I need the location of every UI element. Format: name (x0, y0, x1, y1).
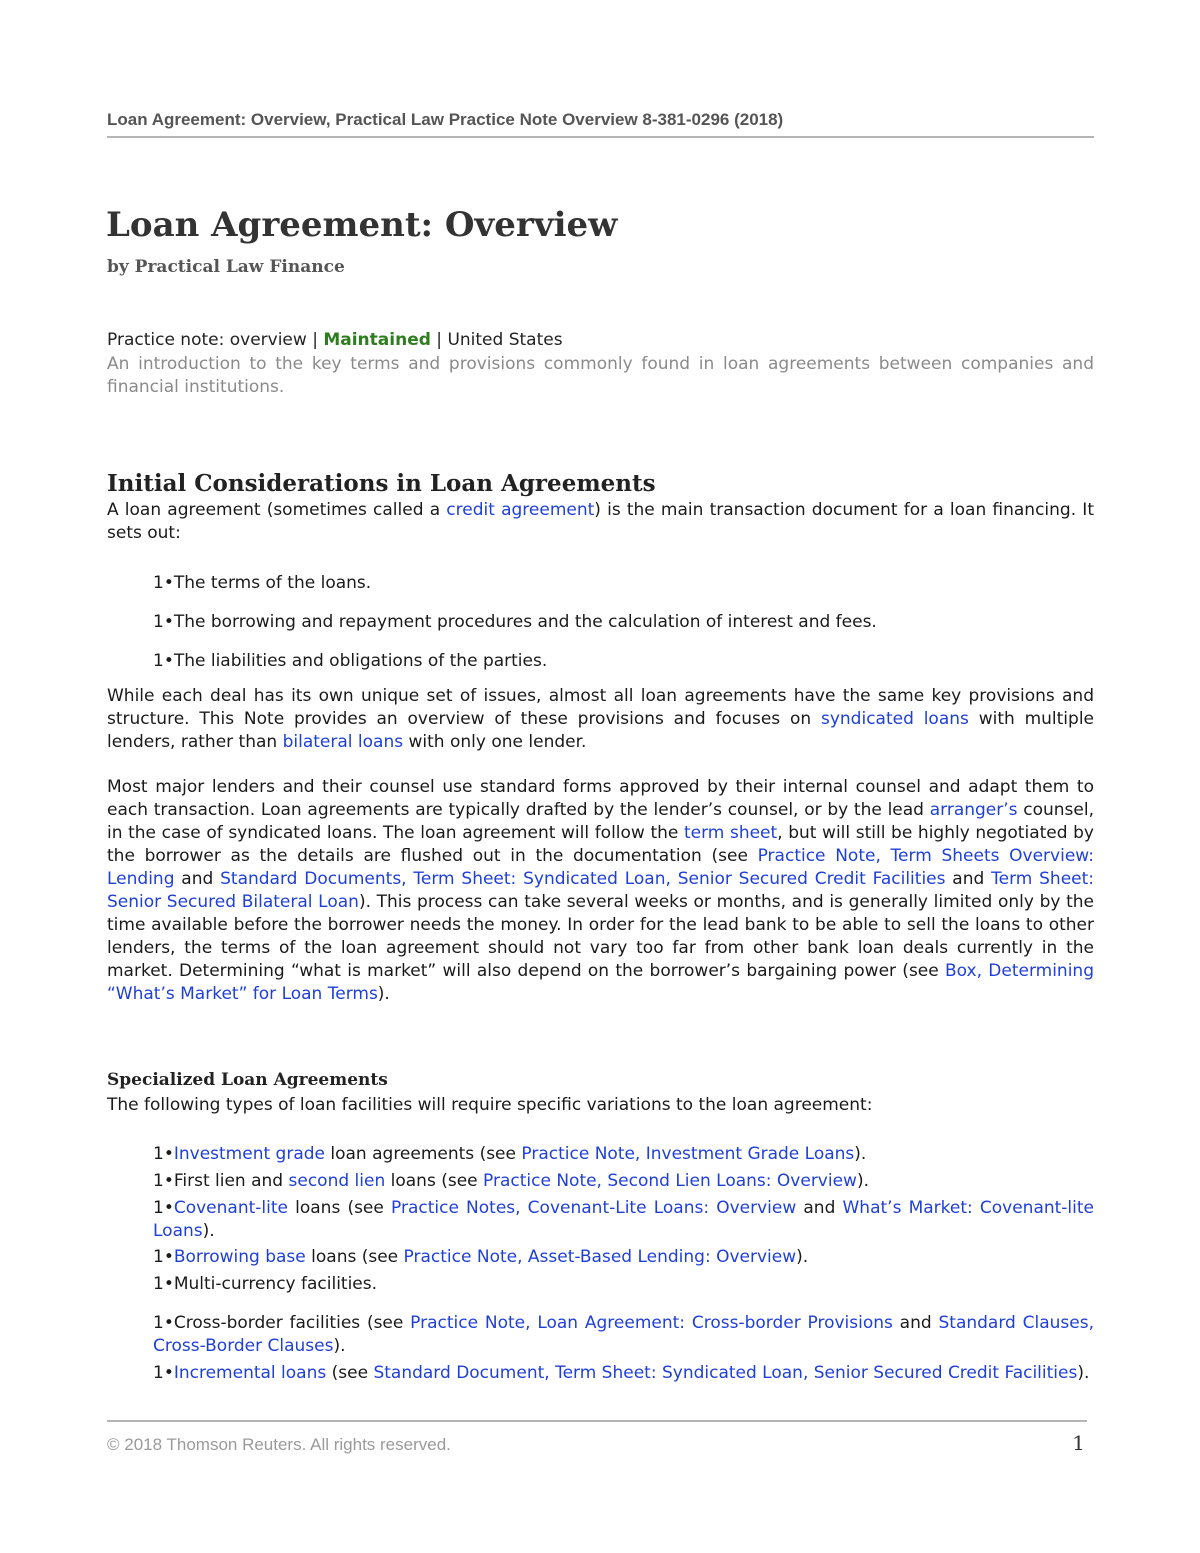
inline-link[interactable]: Standard Documents, Term Sheet: Syndicated Loan, Senior Secured Credit Facilities (220, 869, 946, 889)
list-item (153, 1197, 1094, 1243)
bullet-marker: 1• (153, 1274, 174, 1294)
footer-divider (107, 1420, 1087, 1422)
inline-link[interactable]: Practice Note, Asset-Based Lending: Overview (403, 1247, 797, 1267)
text-run: Multi-currency facilities. (173, 1274, 378, 1294)
text-run: Cross-border facilities (see (173, 1313, 411, 1333)
text-run: First lien and (173, 1171, 289, 1191)
inline-link[interactable]: Investment grade (173, 1144, 325, 1164)
inline-link[interactable]: Borrowing base (173, 1247, 306, 1267)
text-run: ). This process can take several weeks or months, and is generally limited only by the time available before the borrower needs the money. In order for the lead bank to be able to sell the loans to other lenders, the terms of the loan agreement should not vary too far from other bank loan deals currently in the market. Determining “what is market” will also depend on the borrower’s bargaining power (see (107, 892, 1095, 981)
text-run: ) is the main transaction document for a loan financing. It sets out: (107, 500, 1094, 543)
inline-link[interactable]: Standard Clauses, Cross-Border Clauses (153, 1313, 1094, 1356)
list-item (153, 611, 1094, 634)
list-item-text (174, 1247, 808, 1267)
meta-separator: | (436, 330, 443, 350)
list-item-text (174, 1274, 377, 1294)
list-item (153, 1312, 1094, 1358)
paragraph (107, 685, 1094, 754)
bullet-marker: 1• (153, 651, 174, 671)
inline-link[interactable]: syndicated loans (820, 709, 969, 729)
jurisdiction: United States (447, 330, 563, 350)
text-run: counsel, in the case of syndicated loans. The loan agreement will follow the (107, 800, 1094, 843)
list-item-text: The borrowing and repayment procedures and the calculation of interest and fees. (173, 612, 877, 632)
inline-link[interactable]: What’s Market: Covenant-lite Loans (153, 1198, 1095, 1241)
list-item (153, 1170, 1094, 1193)
text-run: Most major lenders and their counsel use standard forms approved by their internal counsel and adapt them to each transaction. Loan agreements are typically drafted by the lender’s counsel, or by the lead (107, 777, 1094, 820)
list-item-text (174, 1144, 867, 1164)
inline-link[interactable]: Covenant-lite (173, 1198, 288, 1218)
text-run: A loan agreement (sometimes called a (107, 500, 447, 520)
status-badge: Maintained (323, 330, 431, 350)
inline-link[interactable]: credit agreement (446, 500, 595, 520)
text-run: ). (796, 1247, 809, 1267)
inline-link[interactable]: bilateral loans (282, 732, 404, 752)
paragraph: The following types of loan facilities will require specific variations to the loan agreement: (107, 1095, 873, 1115)
text-run: While each deal has its own unique set of issues, almost all loan agreements have the same key provisions and structure. This Note provides an overview of these provisions and focuses on (107, 686, 1094, 729)
inline-link[interactable]: Incremental loans (173, 1363, 327, 1383)
text-run: loans (see (385, 1171, 484, 1191)
inline-link[interactable]: Practice Note, Second Lien Loans: Overview (483, 1171, 857, 1191)
text-run: and (892, 1313, 939, 1333)
doc-type: Practice note: overview (107, 330, 307, 350)
inline-link[interactable]: second lien (288, 1171, 386, 1191)
text-run: (see (326, 1363, 374, 1383)
text-run: ). (333, 1336, 346, 1356)
list-item-text: The terms of the loans. (173, 573, 372, 593)
text-run: ). (202, 1221, 215, 1241)
bullet-marker: 1• (153, 1247, 174, 1267)
text-run: ). (854, 1144, 867, 1164)
list-item (153, 1362, 1094, 1385)
section-intro (107, 499, 1094, 545)
list-item (153, 650, 1094, 673)
text-run: loans (see (287, 1198, 391, 1218)
text-run: , but will still be highly negotiated by the borrower as the details are flushed out in the documentation (see (107, 823, 1094, 866)
text-run: ). (377, 984, 390, 1004)
list-item (153, 572, 1094, 595)
bullet-marker: 1• (153, 1198, 174, 1218)
byline: by Practical Law Finance (107, 257, 345, 277)
list-item (153, 1246, 1094, 1269)
inline-link[interactable]: Standard Document, Term Sheet: Syndicated Loan, Senior Secured Credit Facilities (373, 1363, 1078, 1383)
inline-link[interactable]: Practice Note, Loan Agreement: Cross-border Provisions (410, 1313, 893, 1333)
footer-copyright: © 2018 Thomson Reuters. All rights reserved. (107, 1435, 451, 1454)
bullet-marker: 1• (153, 1363, 174, 1383)
text-run: ). (856, 1171, 870, 1191)
text-run: and (796, 1198, 843, 1218)
document-meta (107, 330, 563, 350)
running-head: Loan Agreement: Overview, Practical Law Practice Note Overview 8-381-0296 (2018) (107, 110, 784, 129)
bullet-marker: 1• (153, 1171, 174, 1191)
section-heading: Initial Considerations in Loan Agreements (107, 470, 656, 497)
inline-link[interactable]: Box, Determining “What’s Market” for Loan Terms (107, 961, 1094, 1004)
inline-link[interactable]: Practice Notes, Covenant-Lite Loans: Overview (391, 1198, 797, 1218)
paragraph (107, 776, 1094, 1006)
text-run: loan agreements (see (324, 1144, 522, 1164)
inline-link[interactable]: Term Sheet: Senior Secured Bilateral Loan (107, 869, 1095, 912)
page-number: 1 (1072, 1431, 1085, 1455)
bullet-marker: 1• (153, 612, 174, 632)
text-run: and (174, 869, 221, 889)
page-title: Loan Agreement: Overview (106, 205, 618, 245)
text-run: loans (see (305, 1247, 404, 1267)
subsection-heading: Specialized Loan Agreements (107, 1070, 388, 1090)
text-run: with only one lender. (403, 732, 587, 752)
text-run: with multiple lenders, rather than (107, 709, 1095, 752)
list-item-text: The liabilities and obligations of the parties. (173, 651, 548, 671)
meta-separator: | (312, 330, 318, 350)
text-run: ). (1077, 1363, 1090, 1383)
bullet-marker: 1• (153, 1313, 174, 1333)
list-item-text (153, 1313, 1094, 1356)
list-item-text (174, 1363, 1090, 1383)
header-divider (107, 136, 1094, 138)
inline-link[interactable]: arranger’s (929, 800, 1018, 820)
bullet-marker: 1• (153, 573, 174, 593)
list-item-text (174, 1171, 869, 1191)
list-item (153, 1143, 1094, 1166)
list-item (153, 1273, 1094, 1296)
inline-link[interactable]: Practice Note, Term Sheets Overview: Lending (107, 846, 1094, 889)
abstract: An introduction to the key terms and provisions commonly found in loan agreements between companies and financial institutions. (107, 354, 1094, 397)
inline-link[interactable]: term sheet (683, 823, 778, 843)
inline-link[interactable]: Practice Note, Investment Grade Loans (521, 1144, 855, 1164)
list-item-text (153, 1198, 1094, 1241)
text-run: and (945, 869, 992, 889)
bullet-marker: 1• (153, 1144, 174, 1164)
